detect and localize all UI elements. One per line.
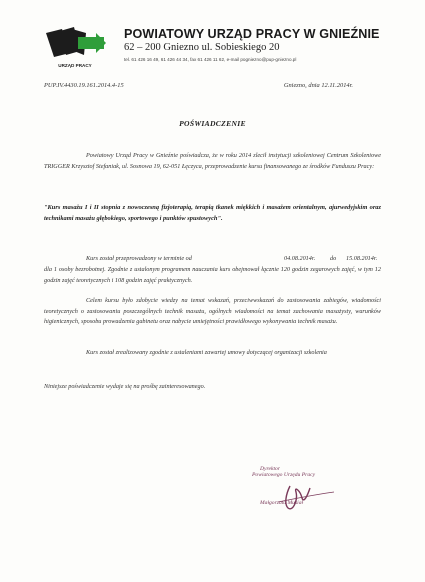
contract-paragraph: Kurs został zrealizowany zgodnie z ustaleniami zawartej umowy dotyczącej organizacji szkolenia	[86, 349, 327, 356]
date-to: 15.08.2014r.	[346, 255, 378, 262]
goal-paragraph: Celem kursu było zdobycie wiedzy na temat wskazań, przeciwwskazań do zastosowania zabiegów, wiadomości teoretycznych o zastosowaniu poszczególnych technik masażu, ogólnych wiadomości na temat zachowania masażysty, warunków higienicznych, sposobu prowadzenia gabinetu oraz nabycie umiejętności prawidłowego wykonywania technik masażu.	[44, 297, 381, 326]
closing-sentence: Niniejsze poświadczenie wydaje się na prośbę zainteresowanego.	[44, 383, 206, 390]
course-title: "Kurs masażu I i II stopnia z nowoczesną fizjoterapią, terapią tkanek miękkich i masażem orientalnym, ajurwedyjskim oraz technikami masażu głębokiego, sportowego i punktów spustowych".	[44, 204, 381, 222]
document-title: POŚWIADCZENIE	[179, 119, 246, 128]
signature-office: Powiatowego Urzędu Pracy	[252, 472, 316, 478]
urzad-pracy-logo	[44, 25, 106, 63]
organization-address: 62 – 200 Gniezno ul. Sobieskiego 20	[124, 42, 280, 53]
signature-name: Małgorzata Musiał	[260, 500, 304, 506]
term-continuation: dla 1 osoby bezrobotnej. Zgodnie z ustalonym programem nauczania kurs obejmował łącznie 120 godzin zegarowych zajęć, w tym 12 godzin zajęć teoretycznych i 108 godzin zajęć praktycznych.	[44, 266, 381, 284]
term-label: Kurs został przeprowadzony w terminie od	[86, 255, 192, 262]
signature-role: Dyrektor	[260, 466, 280, 472]
reference-number: PUP.IV.4430.19.161.2014.4-15	[44, 82, 124, 89]
intro-paragraph: Powiatowy Urząd Pracy w Gnieźnie poświadcza, że w roku 2014 zlecił instytucji szkoleniowej Centrum Szkoleniowe TRIGGER Krzysztof Stefaniak, ul. Sosnowa 19, 62-051 Łęczyca, przeprowadzenie kursu finansowanego ze środków Funduszu Pracy:	[44, 152, 381, 170]
place-and-date: Gniezno, dnia 12.11.2014r.	[283, 82, 353, 89]
date-to-label: do	[330, 255, 337, 262]
organization-name: POWIATOWY URZĄD PRACY W GNIEŹNIE	[124, 27, 380, 41]
date-from: 04.08.2014r.	[284, 255, 316, 262]
logo-caption: URZĄD PRACY	[58, 63, 92, 68]
organization-contact: tel. 61 426 16 49, 61 426 44 34, fax 61 426 11 62, e-mail pogniezno@pup-gniezno.pl	[124, 57, 297, 62]
